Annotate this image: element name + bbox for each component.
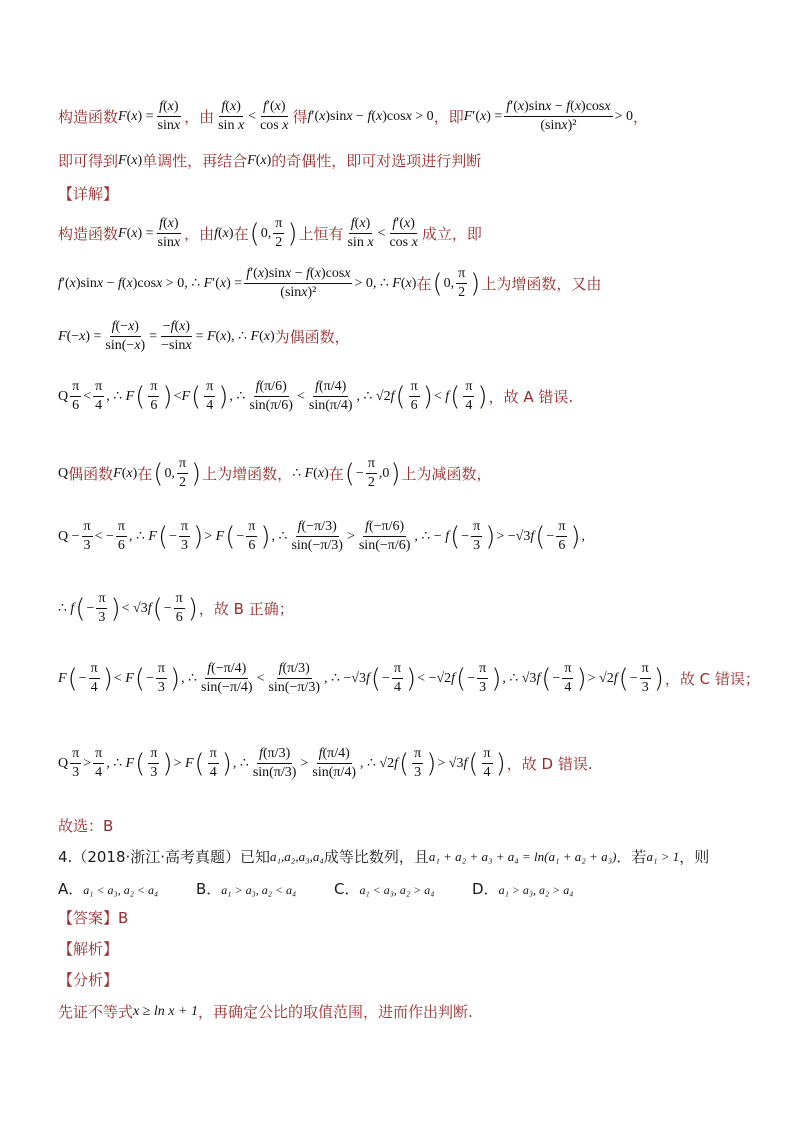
option-text: a₁ < a₃, a₂ > a₄ — [359, 883, 435, 897]
text: 为偶函数， — [274, 328, 350, 346]
text: ，由 — [184, 225, 215, 243]
text: 在 — [328, 465, 344, 483]
question-source: （2018·浙江·高考真题）已知 — [72, 848, 271, 866]
text: 偶函数 — [68, 465, 114, 483]
line-option-d: Q $\frac{\pi}{3}$ > $\frac{\pi}{4}$ , ∴ F ( $\frac{\pi}{3}$ ) > F ( $\frac{\pi}{4}$ ) , ∴ $\frac{f(\pi/3)}{\sin(\pi/3)}$ > $\frac{f(\pi/4)}{\sin(\pi/4)}$ , ∴ √2f ( $\frac{\pi}{3}$ ) > √3f ( $\frac{\pi}{4}$ ) ，故 D 错误. — [58, 746, 593, 780]
text: 的奇偶性，即可对选项进行判断 — [271, 152, 482, 170]
text: ，由 — [184, 108, 215, 126]
line-option-a: Q $\frac{\pi}{6}$ < $\frac{\pi}{4}$ , ∴ F ( $\frac{\pi}{6}$ ) <F ( $\frac{\pi}{4}$ ) , ∴ $\frac{f(\pi/6)}{\sin(\pi/6)}$ < $\frac{f(\pi/4)}{\sin(\pi/4)}$ , ∴ √2f ( $\frac{\pi}{6}$ ) < f ( $\frac{\pi}{4}$ ) ，故 A 错误. — [58, 379, 574, 413]
text: ， — [632, 108, 648, 126]
option-text: a₁ > a₃, a₂ > a₄ — [498, 883, 574, 897]
question-4-stem — [58, 846, 709, 867]
line-option-c: F ( − $\frac{\pi}{4}$ ) < F ( − $\frac{\pi}{3}$ ) , ∴ $\frac{f(-\pi/4)}{\sin(-\pi/4)}$ < $\frac{f(\pi/3)}{\sin(-\pi/3)}$ , ∴ −√3f ( − $\frac{\pi}{4}$ ) < −√2f ( − $\frac{\pi}{3}$ ) , ∴ √3f ( − $\frac{\pi}{4}$ ) > √2f ( − $\frac{\pi}{3}$ ) ，故 C 错误； — [58, 661, 760, 695]
text: 成立，即 — [421, 225, 482, 243]
text: 单调性，再结合 — [142, 152, 248, 170]
option-label: D． — [472, 880, 499, 898]
line-derivative: f′(x)sinx − f(x)cosx > 0, ∴ F′(x) = $\frac{f'(x)\sin x - f(x)\cos x}{\text{(sinx)²}}$ > 0, ∴ F(x) 在 ( 0, $\frac{\pi}{2}$ ) 上为增函数，又由 — [58, 266, 602, 300]
text: ，即 — [433, 108, 464, 126]
text: 构造函数 — [58, 108, 119, 126]
text: 【解析】 — [58, 940, 119, 958]
text: ．若 — [616, 848, 647, 866]
text: 先证不等式 — [58, 1003, 134, 1021]
answer-label — [58, 907, 128, 928]
line-option-b: ∴ f ( − $\frac{\pi}{3}$ ) < √3f ( − $\frac{\pi}{6}$ ) ，故 B 正确； — [58, 591, 294, 625]
text: 成等比数列，且 — [323, 848, 429, 866]
text: ，则 — [679, 848, 710, 866]
line-even: F(−x) = $\frac{f(-x)}{\sin(-x)}$ = $\frac{-f(x)}{-\sin x}$ = F(x), ∴ F(x) 为偶函数， — [58, 319, 350, 353]
text: 上恒有 — [298, 225, 344, 243]
option-label: B． — [196, 880, 222, 898]
fenxi-label — [58, 969, 118, 990]
option-label: C． — [334, 880, 360, 898]
option-text: a₁ < a₃, a₂ < a₄ — [83, 883, 159, 897]
line-monotonic: 即可得到 F ( x ) 单调性，再结合 F ( x ) 的奇偶性，即可对选项进行判断 — [58, 152, 482, 170]
option-d[interactable] — [472, 878, 610, 899]
text: 故选：B — [58, 817, 114, 835]
text: 得 — [292, 108, 308, 126]
text: ，故 D 错误. — [506, 755, 593, 773]
last-line — [58, 1001, 473, 1022]
analysis-label — [58, 938, 118, 959]
text: 上为减函数， — [401, 465, 492, 483]
option-a[interactable] — [58, 878, 196, 899]
text: 【分析】 — [58, 971, 119, 989]
condition: a₁ > 1 — [646, 848, 680, 864]
text: 上为增函数，又由 — [481, 275, 602, 293]
detail-label — [58, 183, 118, 204]
option-label: A． — [58, 880, 84, 898]
line-negative-1: Q − $\frac{\pi}{3}$ < − $\frac{\pi}{6}$ , ∴ F ( − $\frac{\pi}{3}$ ) > F ( − $\frac{\pi}{6}$ ) , ∴ $\frac{f(-\pi/3)}{\sin(-\pi/3)}$ > $\frac{f(-\pi/6)}{\sin(-\pi/6)}$ , ∴ − f ( − $\frac{\pi}{3}$ ) > −√3f ( − $\frac{\pi}{6}$ ) , — [58, 519, 586, 553]
question-options — [58, 878, 610, 899]
text: 【答案】B — [58, 909, 129, 927]
line-even-inc: Q 偶函数 F ( x ) 在 ( 0, $\frac{\pi}{2}$ ) 上为增函数， ∴ F(x) 在 ( − $\frac{\pi}{2}$ ,0 ) 上为减函数， — [58, 456, 492, 490]
text: ，故 B 正确； — [198, 600, 294, 618]
text: 构造函数 — [58, 225, 119, 243]
text: ，再确定公比的取值范围，进而作出判断. — [197, 1003, 473, 1021]
question-number: 4. — [58, 847, 73, 866]
sequence: a₁,a₂,a₃,a₄ — [270, 848, 324, 864]
equation: a₁ + a₂ + a₃ + a₄ = ln(a₁ + a₂ + a₃) — [428, 848, 617, 864]
option-c[interactable] — [334, 878, 472, 899]
text: 在 — [416, 275, 432, 293]
answer-choice — [58, 815, 113, 836]
line-construct-1: 构造函数 F ( x ) = $\frac{f(x)}{\sin x}$ ，由 $\frac{f(x)}{\text{sin x}}$ < $\frac{f'(x)}{\text{cos x}}$ 得 f′(x)sinx − f(x)cosx > 0 ，即 F ′( x ) = $\frac{f'(x)\sin x - f(x)\cos x}{\text{(sinx)²}}$ > 0 ， — [58, 99, 648, 133]
option-text: a₁ > a₃, a₂ < a₄ — [221, 883, 297, 897]
inequality: x ≥ ln x + 1 — [133, 1003, 198, 1019]
text: 在 — [137, 465, 153, 483]
text: ，故 A 错误. — [488, 388, 574, 406]
option-b[interactable] — [196, 878, 334, 899]
text: 即可得到 — [58, 152, 119, 170]
text: 【详解】 — [58, 185, 119, 203]
text: 在 — [233, 225, 249, 243]
line-construct-2: 构造函数 F ( x ) = $\frac{f(x)}{\sin x}$ ，由 f ( x ) 在 ( 0, $\frac{\pi}{2}$ ) 上恒有 $\frac{f(x)}{\text{sin x}}$ < $\frac{f'(x)}{\text{cos x}}$ 成立，即 — [58, 216, 482, 250]
text: ，故 C 错误； — [664, 670, 760, 688]
text: 上为增函数， — [202, 465, 293, 483]
